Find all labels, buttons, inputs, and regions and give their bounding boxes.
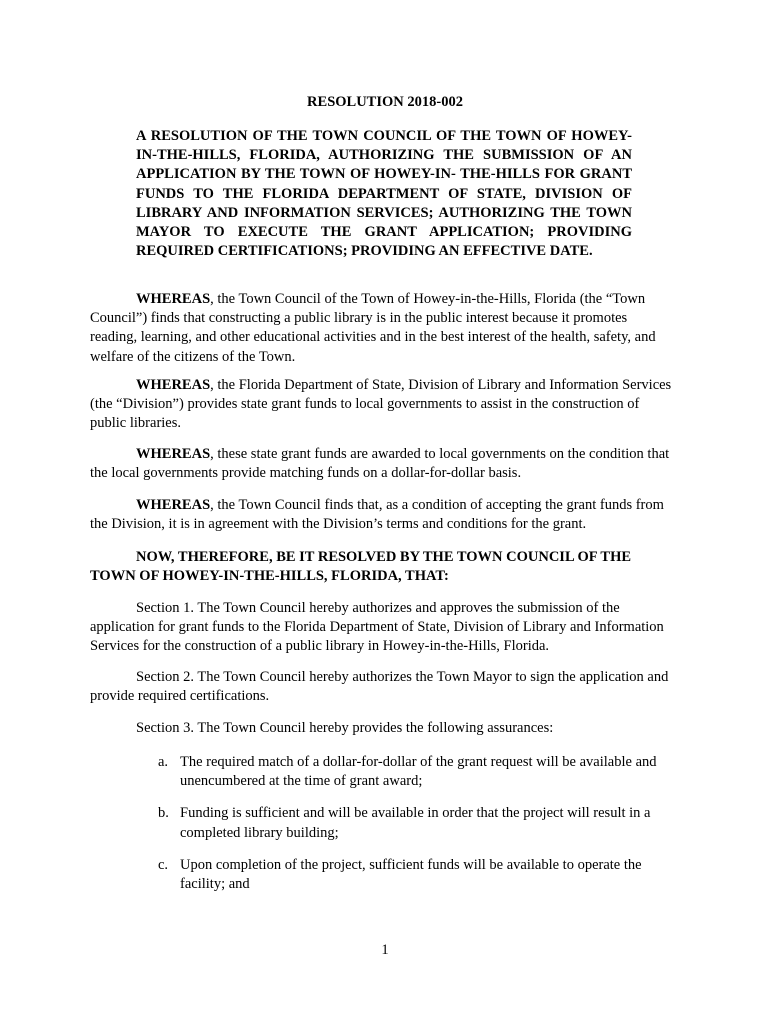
section-2: Section 2. The Town Council hereby authorizes the Town Mayor to sign the application and provide required certifications.: [90, 669, 669, 705]
section-3: Section 3. The Town Council hereby provides the following assurances:: [136, 720, 554, 736]
whereas-lead: WHEREAS: [136, 446, 211, 462]
whereas-text: , the Florida Department of State, Division of Library and Information Services (the “Division”) provides state grant funds to local governments to assist in the construction of public libraries.: [90, 377, 672, 432]
resolution-caption: A RESOLUTION OF THE TOWN COUNCIL OF THE TOWN OF HOWEY-IN-THE-HILLS, FLORIDA, AUTHORIZING THE SUBMISSION OF AN APPLICATION BY THE TOWN OF HOWEY-IN- THE-HILLS FOR GRANT FUNDS TO THE FLORIDA DEPARTMENT OF STATE, DIVISION OF LIBRARY AND INFORMATION SERVICES; AUTHORIZING THE TOWN MAYOR TO EXECUTE THE GRANT APPLICATION; PROVIDING REQUIRED CERTIFICATIONS; PROVIDING AN EFFECTIVE DATE.: [136, 128, 632, 260]
whereas-text: , these state grant funds are awarded to local governments on the condition that the local governments provide matching funds on a dollar-for-dollar basis.: [90, 446, 670, 482]
whereas-paragraph-3: [90, 445, 675, 483]
list-item: [158, 753, 683, 791]
whereas-text: , the Town Council of the Town of Howey-in-the-Hills, Florida (the “Town Council”) finds that constructing a public library is in the public interest because it promotes reading, learning, and other educational activities and in the best interest of the health, safety, and welfare of the citizens of the Town.: [90, 291, 656, 365]
list-marker: c.: [158, 856, 169, 873]
section-1: Section 1. The Town Council hereby authorizes and approves the submission of the application for grant funds to the Florida Department of State, Division of Library and Information Services for the construction of a public library in Howey-in-the-Hills, Florida.: [90, 600, 664, 655]
resolution-title: RESOLUTION 2018-002: [307, 94, 463, 110]
resolved-heading: NOW, THEREFORE, BE IT RESOLVED BY THE TOWN COUNCIL OF THE TOWN OF HOWEY-IN-THE-HILLS, FLORIDA, THAT:: [90, 549, 632, 585]
whereas-text: , the Town Council finds that, as a condition of accepting the grant funds from the Division, it is in agreement with the Division’s terms and conditions for the grant.: [90, 497, 664, 533]
list-marker: a.: [158, 754, 169, 770]
whereas-paragraph-1: [90, 290, 675, 367]
list-item-text: Upon completion of the project, sufficient funds will be available to operate the facility; and: [180, 856, 642, 893]
list-item: [158, 804, 683, 842]
whereas-paragraph-2: [90, 376, 675, 434]
whereas-paragraph-4: [90, 496, 675, 534]
list-item-text: The required match of a dollar-for-dollar of the grant request will be available and unencumbered at the time of grant award;: [180, 754, 657, 790]
whereas-lead: WHEREAS: [136, 497, 211, 513]
whereas-lead: WHEREAS: [136, 377, 211, 393]
whereas-lead: WHEREAS: [136, 291, 211, 307]
page-number: 1: [381, 942, 389, 958]
list-marker: b.: [158, 805, 169, 822]
assurances-list: [158, 753, 683, 907]
list-item: [158, 856, 683, 894]
list-item-text: Funding is sufficient and will be available in order that the project will result in a completed library building;: [180, 805, 651, 841]
